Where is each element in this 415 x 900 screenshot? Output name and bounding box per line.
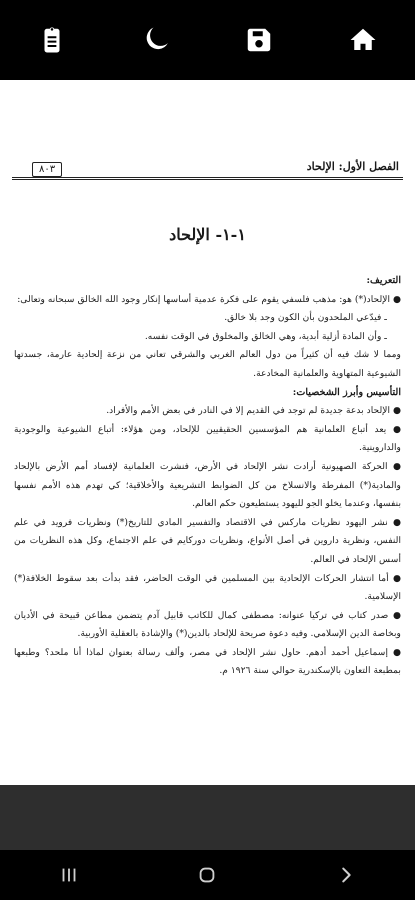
page-number: ٨٠٣: [32, 162, 62, 177]
paragraph: ومما لا شك فيه أن كثيراً من دول العالم الغربي والشرقي تعاني من نزعة إلحادية عارمة، جسدتها الشيوعية المتهاوية والعلمانية المخادعة.: [14, 349, 401, 379]
home-button[interactable]: [343, 20, 383, 60]
chapter-title: الفصل الأول: الإلحاد: [306, 160, 399, 173]
clipboard-icon: [37, 25, 67, 55]
clipboard-button[interactable]: [32, 20, 72, 60]
recent-apps-button[interactable]: [44, 855, 94, 895]
recent-apps-icon: [58, 864, 80, 886]
paragraph: ـ فيدّعي الملحدون بأن الكون وجد بلا خالق.: [224, 312, 387, 324]
paragraph: ● نشر اليهود نظريات ماركس في الاقتصاد والتفسير المادي للتاريخ(*) ونظريات فرويد في علم النفس، ونظرية داروين في أصل الأنواع، ونظريات دوركايم في علم الاجتماع، وكل هذه النظريات من أسس الإلحاد في العالم.: [14, 516, 401, 565]
paragraph: ● أما انتشار الحركات الإلحادية بين المسلمين في الوقت الحاضر، فقد بدأت بعد سقوط الخلافة(*) الإسلامية.: [14, 572, 401, 603]
home-nav-button[interactable]: [182, 855, 232, 895]
founding-heading: التأسيس وأبرز الشخصيات:: [292, 386, 401, 398]
paragraph: ● صدر كتاب في تركيا عنوانه: مصطفى كمال للكاتب قابيل آدم يتضمن مطاعن قبيحة في الأديان وبخاصة الدين الإسلامي. وفيه دعوة صريحة للإلحاد بالدين(*) والإشادة بالعقلية الأوربية.: [14, 609, 401, 640]
home-icon: [348, 25, 378, 55]
page-gutter: [0, 785, 415, 850]
paragraph: ● الحركة الصهيونية أرادت نشر الإلحاد في الأرض، فنشرت العلمانية لإفساد أمم الأرض بالإلحاد والمادية(*) المفرطة والانسلاخ من كل الضوابط التشريعية والأخلاقية؛ كي تهدم هذه الأمم نفسها بنفسها، وعندما يخلو الجو لليهود يستطيعون حكم العالم.: [14, 460, 401, 510]
save-button[interactable]: [239, 20, 279, 60]
back-icon: [335, 864, 357, 886]
moon-icon: [141, 25, 171, 55]
night-mode-button[interactable]: [136, 20, 176, 60]
home-circle-icon: [196, 864, 218, 886]
definition-heading: التعريف:: [366, 275, 401, 286]
top-toolbar: [0, 0, 415, 80]
paragraph: ـ وأن المادة أزلية أبدية، وهي الخالق والمخلوق في الوقت نفسه.: [144, 330, 387, 342]
body-text: [14, 272, 401, 681]
paragraph: ● إسماعيل أحمد أدهم. حاول نشر الإلحاد في مصر، وألف رسالة بعنوان لماذا أنا ملحد؟ وطبعها بمطبعة التعاون بالإسكندرية حوالي سنة ١٩٢٦ م.: [14, 646, 401, 677]
paragraph: ● يعد أتباع العلمانية هم المؤسسين الحقيقيين للإلحاد، ومن هؤلاء: أتباع الشيوعية والوجودية والداروينية.: [14, 423, 401, 454]
paragraph: ● الإلحاد بدعة جديدة لم توجد في القديم إلا في النادر في بعض الأمم والأفراد.: [106, 405, 401, 417]
header-divider: [12, 177, 403, 180]
back-nav-button[interactable]: [321, 855, 371, 895]
section-title: ١-١- الإلحاد: [169, 225, 246, 244]
paragraph: ● الإلحاد(*) هو: مذهب فلسفي يقوم على فكرة عدمية أساسها إنكار وجود الله الخالق سبحانه وتعالى:: [17, 293, 401, 305]
system-nav-bar: [0, 850, 415, 900]
save-icon: [244, 25, 274, 55]
document-page: [0, 80, 415, 785]
